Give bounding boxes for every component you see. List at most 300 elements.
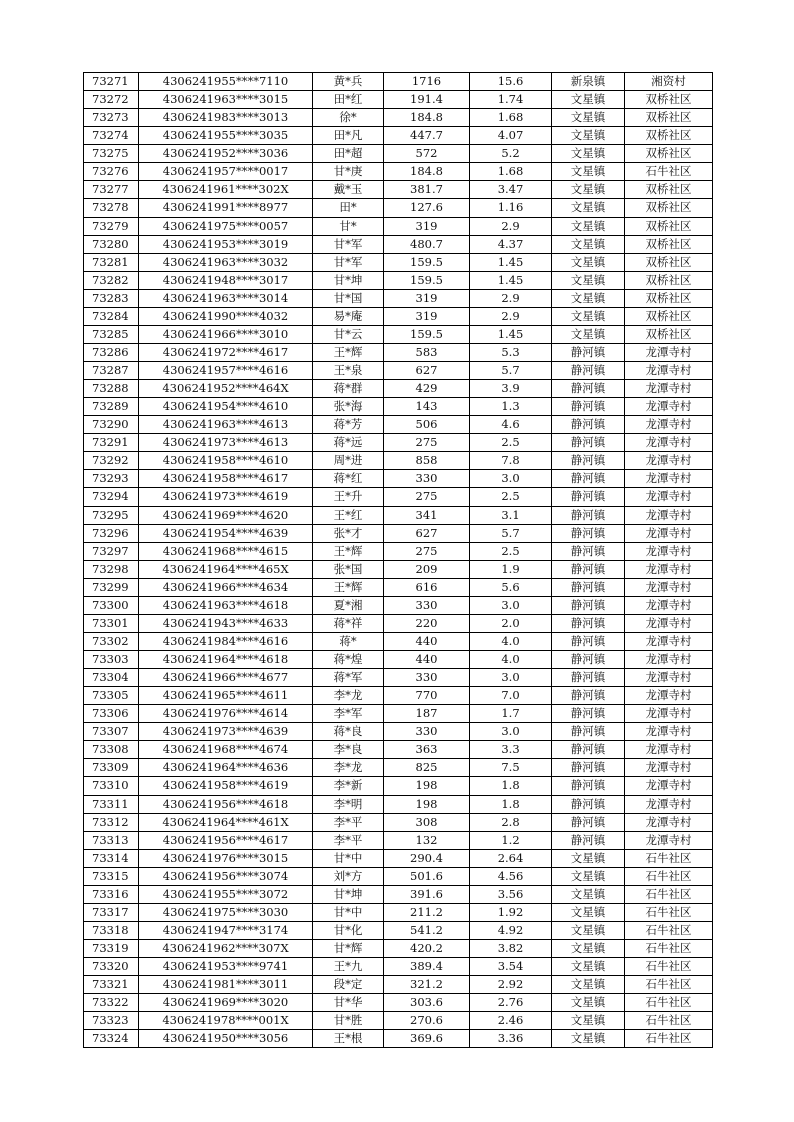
id-number-cell: 4306241955****7110 (139, 73, 313, 91)
value-cell: 7.5 (470, 759, 552, 777)
town-cell: 文星镇 (552, 181, 625, 199)
town-cell: 文星镇 (552, 109, 625, 127)
amount-cell: 627 (384, 524, 470, 542)
town-cell: 文星镇 (552, 325, 625, 343)
name-cell: 田*红 (313, 91, 384, 109)
table-row (84, 777, 713, 795)
id-number-cell: 4306241956****4618 (139, 795, 313, 813)
record-id-cell: 73285 (84, 325, 139, 343)
name-cell: 甘*中 (313, 849, 384, 867)
village-cell: 龙潭寺村 (625, 452, 713, 470)
table-row (84, 903, 713, 921)
id-number-cell: 4306241969****4620 (139, 506, 313, 524)
value-cell: 1.74 (470, 91, 552, 109)
record-id-cell: 73319 (84, 940, 139, 958)
village-cell: 龙潭寺村 (625, 669, 713, 687)
town-cell: 静河镇 (552, 362, 625, 380)
town-cell: 静河镇 (552, 596, 625, 614)
amount-cell: 275 (384, 434, 470, 452)
id-number-cell: 4306241976****4614 (139, 705, 313, 723)
value-cell: 3.0 (470, 723, 552, 741)
town-cell: 静河镇 (552, 632, 625, 650)
town-cell: 文星镇 (552, 994, 625, 1012)
name-cell: 王*辉 (313, 542, 384, 560)
id-number-cell: 4306241958****4619 (139, 777, 313, 795)
record-id-cell: 73309 (84, 759, 139, 777)
id-number-cell: 4306241953****3019 (139, 235, 313, 253)
value-cell: 1.3 (470, 398, 552, 416)
town-cell: 静河镇 (552, 795, 625, 813)
village-cell: 龙潭寺村 (625, 705, 713, 723)
value-cell: 2.9 (470, 217, 552, 235)
town-cell: 文星镇 (552, 145, 625, 163)
value-cell: 3.0 (470, 596, 552, 614)
amount-cell: 381.7 (384, 181, 470, 199)
name-cell: 段*定 (313, 976, 384, 994)
value-cell: 4.56 (470, 867, 552, 885)
town-cell: 静河镇 (552, 343, 625, 361)
value-cell: 15.6 (470, 73, 552, 91)
table-row (84, 524, 713, 542)
name-cell: 易*庵 (313, 307, 384, 325)
table-row (84, 163, 713, 181)
village-cell: 龙潭寺村 (625, 741, 713, 759)
amount-cell: 127.6 (384, 199, 470, 217)
record-id-cell: 73272 (84, 91, 139, 109)
amount-cell: 290.4 (384, 849, 470, 867)
record-id-cell: 73304 (84, 669, 139, 687)
id-number-cell: 4306241983****3013 (139, 109, 313, 127)
amount-cell: 198 (384, 777, 470, 795)
amount-cell: 143 (384, 398, 470, 416)
record-id-cell: 73294 (84, 488, 139, 506)
table-row (84, 994, 713, 1012)
name-cell: 王*根 (313, 1030, 384, 1048)
value-cell: 1.7 (470, 705, 552, 723)
name-cell: 甘*辉 (313, 940, 384, 958)
value-cell: 3.9 (470, 380, 552, 398)
village-cell: 双桥社区 (625, 271, 713, 289)
town-cell: 文星镇 (552, 867, 625, 885)
id-number-cell: 4306241955****3035 (139, 127, 313, 145)
name-cell: 王*辉 (313, 343, 384, 361)
id-number-cell: 4306241964****465X (139, 560, 313, 578)
village-cell: 石牛社区 (625, 976, 713, 994)
town-cell: 文星镇 (552, 289, 625, 307)
village-cell: 石牛社区 (625, 1030, 713, 1048)
amount-cell: 770 (384, 687, 470, 705)
table-row (84, 669, 713, 687)
record-id-cell: 73289 (84, 398, 139, 416)
town-cell: 文星镇 (552, 127, 625, 145)
table-row (84, 271, 713, 289)
id-number-cell: 4306241969****3020 (139, 994, 313, 1012)
value-cell: 1.45 (470, 271, 552, 289)
id-number-cell: 4306241965****4611 (139, 687, 313, 705)
village-cell: 龙潭寺村 (625, 795, 713, 813)
value-cell: 2.64 (470, 849, 552, 867)
value-cell: 5.7 (470, 524, 552, 542)
value-cell: 1.92 (470, 903, 552, 921)
name-cell: 甘*坤 (313, 885, 384, 903)
value-cell: 3.0 (470, 669, 552, 687)
table-row (84, 434, 713, 452)
village-cell: 石牛社区 (625, 867, 713, 885)
table-row (84, 542, 713, 560)
table-row (84, 289, 713, 307)
town-cell: 静河镇 (552, 560, 625, 578)
table-row (84, 217, 713, 235)
village-cell: 龙潭寺村 (625, 380, 713, 398)
record-id-cell: 73278 (84, 199, 139, 217)
table-row (84, 741, 713, 759)
record-id-cell: 73286 (84, 343, 139, 361)
table-row (84, 145, 713, 163)
village-cell: 双桥社区 (625, 91, 713, 109)
record-id-cell: 73322 (84, 994, 139, 1012)
table-row (84, 109, 713, 127)
village-cell: 龙潭寺村 (625, 488, 713, 506)
record-id-cell: 73296 (84, 524, 139, 542)
amount-cell: 330 (384, 596, 470, 614)
village-cell: 龙潭寺村 (625, 723, 713, 741)
name-cell: 王*九 (313, 958, 384, 976)
record-id-cell: 73295 (84, 506, 139, 524)
record-id-cell: 73277 (84, 181, 139, 199)
value-cell: 2.5 (470, 488, 552, 506)
record-id-cell: 73274 (84, 127, 139, 145)
name-cell: 田*凡 (313, 127, 384, 145)
id-number-cell: 4306241990****4032 (139, 307, 313, 325)
table-row (84, 958, 713, 976)
town-cell: 文星镇 (552, 199, 625, 217)
name-cell: 蒋*祥 (313, 614, 384, 632)
town-cell: 静河镇 (552, 723, 625, 741)
table-row (84, 307, 713, 325)
amount-cell: 447.7 (384, 127, 470, 145)
id-number-cell: 4306241958****4610 (139, 452, 313, 470)
amount-cell: 132 (384, 831, 470, 849)
village-cell: 龙潭寺村 (625, 777, 713, 795)
village-cell: 龙潭寺村 (625, 560, 713, 578)
name-cell: 甘*庚 (313, 163, 384, 181)
name-cell: 蒋*军 (313, 669, 384, 687)
record-id-cell: 73284 (84, 307, 139, 325)
table-row (84, 885, 713, 903)
town-cell: 静河镇 (552, 524, 625, 542)
village-cell: 双桥社区 (625, 199, 713, 217)
record-id-cell: 73313 (84, 831, 139, 849)
value-cell: 3.54 (470, 958, 552, 976)
amount-cell: 184.8 (384, 163, 470, 181)
value-cell: 4.0 (470, 651, 552, 669)
id-number-cell: 4306241976****3015 (139, 849, 313, 867)
name-cell: 蒋*群 (313, 380, 384, 398)
town-cell: 静河镇 (552, 831, 625, 849)
id-number-cell: 4306241943****4633 (139, 614, 313, 632)
town-cell: 文星镇 (552, 940, 625, 958)
village-cell: 双桥社区 (625, 307, 713, 325)
name-cell: 田* (313, 199, 384, 217)
table-row (84, 235, 713, 253)
id-number-cell: 4306241984****4616 (139, 632, 313, 650)
village-cell: 龙潭寺村 (625, 632, 713, 650)
village-cell: 龙潭寺村 (625, 651, 713, 669)
name-cell: 戴*玉 (313, 181, 384, 199)
value-cell: 1.45 (470, 253, 552, 271)
name-cell: 蒋*煌 (313, 651, 384, 669)
id-number-cell: 4306241973****4639 (139, 723, 313, 741)
name-cell: 周*进 (313, 452, 384, 470)
amount-cell: 389.4 (384, 958, 470, 976)
name-cell: 蒋*红 (313, 470, 384, 488)
town-cell: 静河镇 (552, 506, 625, 524)
records-table (83, 72, 713, 1048)
amount-cell: 319 (384, 307, 470, 325)
value-cell: 1.68 (470, 163, 552, 181)
name-cell: 甘*国 (313, 289, 384, 307)
record-id-cell: 73307 (84, 723, 139, 741)
table-row (84, 795, 713, 813)
table-row (84, 940, 713, 958)
value-cell: 7.8 (470, 452, 552, 470)
value-cell: 2.46 (470, 1012, 552, 1030)
amount-cell: 211.2 (384, 903, 470, 921)
id-number-cell: 4306241981****3011 (139, 976, 313, 994)
village-cell: 龙潭寺村 (625, 524, 713, 542)
table-row (84, 343, 713, 361)
town-cell: 文星镇 (552, 903, 625, 921)
value-cell: 2.8 (470, 813, 552, 831)
table-row (84, 867, 713, 885)
town-cell: 文星镇 (552, 253, 625, 271)
record-id-cell: 73318 (84, 921, 139, 939)
town-cell: 文星镇 (552, 885, 625, 903)
town-cell: 静河镇 (552, 452, 625, 470)
name-cell: 甘*胜 (313, 1012, 384, 1030)
table-row (84, 380, 713, 398)
value-cell: 4.37 (470, 235, 552, 253)
name-cell: 王*辉 (313, 578, 384, 596)
record-id-cell: 73288 (84, 380, 139, 398)
village-cell: 双桥社区 (625, 289, 713, 307)
village-cell: 龙潭寺村 (625, 831, 713, 849)
village-cell: 龙潭寺村 (625, 813, 713, 831)
table-row (84, 1030, 713, 1048)
table-row (84, 1012, 713, 1030)
village-cell: 双桥社区 (625, 253, 713, 271)
table-row (84, 578, 713, 596)
table-row (84, 253, 713, 271)
record-id-cell: 73292 (84, 452, 139, 470)
id-number-cell: 4306241952****464X (139, 380, 313, 398)
town-cell: 静河镇 (552, 759, 625, 777)
id-number-cell: 4306241991****8977 (139, 199, 313, 217)
value-cell: 2.5 (470, 434, 552, 452)
name-cell: 蒋*芳 (313, 416, 384, 434)
name-cell: 李*军 (313, 705, 384, 723)
village-cell: 石牛社区 (625, 903, 713, 921)
amount-cell: 275 (384, 488, 470, 506)
id-number-cell: 4306241956****4617 (139, 831, 313, 849)
village-cell: 龙潭寺村 (625, 434, 713, 452)
id-number-cell: 4306241973****4619 (139, 488, 313, 506)
table-row (84, 614, 713, 632)
amount-cell: 825 (384, 759, 470, 777)
table-row (84, 831, 713, 849)
id-number-cell: 4306241972****4617 (139, 343, 313, 361)
village-cell: 龙潭寺村 (625, 759, 713, 777)
name-cell: 蒋* (313, 632, 384, 650)
town-cell: 文星镇 (552, 217, 625, 235)
amount-cell: 159.5 (384, 325, 470, 343)
village-cell: 龙潭寺村 (625, 596, 713, 614)
amount-cell: 583 (384, 343, 470, 361)
town-cell: 静河镇 (552, 542, 625, 560)
id-number-cell: 4306241948****3017 (139, 271, 313, 289)
table-row (84, 181, 713, 199)
value-cell: 3.1 (470, 506, 552, 524)
table-row (84, 91, 713, 109)
record-id-cell: 73315 (84, 867, 139, 885)
id-number-cell: 4306241958****4617 (139, 470, 313, 488)
town-cell: 文星镇 (552, 271, 625, 289)
amount-cell: 541.2 (384, 921, 470, 939)
amount-cell: 275 (384, 542, 470, 560)
amount-cell: 363 (384, 741, 470, 759)
value-cell: 1.45 (470, 325, 552, 343)
town-cell: 静河镇 (552, 813, 625, 831)
village-cell: 龙潭寺村 (625, 542, 713, 560)
name-cell: 王*升 (313, 488, 384, 506)
town-cell: 静河镇 (552, 470, 625, 488)
value-cell: 4.07 (470, 127, 552, 145)
value-cell: 5.3 (470, 343, 552, 361)
id-number-cell: 4306241955****3072 (139, 885, 313, 903)
id-number-cell: 4306241973****4613 (139, 434, 313, 452)
value-cell: 3.36 (470, 1030, 552, 1048)
record-id-cell: 73320 (84, 958, 139, 976)
value-cell: 2.9 (470, 307, 552, 325)
id-number-cell: 4306241963****3032 (139, 253, 313, 271)
village-cell: 双桥社区 (625, 145, 713, 163)
table-row (84, 452, 713, 470)
name-cell: 李*龙 (313, 759, 384, 777)
amount-cell: 506 (384, 416, 470, 434)
town-cell: 静河镇 (552, 687, 625, 705)
village-cell: 石牛社区 (625, 958, 713, 976)
amount-cell: 369.6 (384, 1030, 470, 1048)
town-cell: 静河镇 (552, 416, 625, 434)
id-number-cell: 4306241964****461X (139, 813, 313, 831)
record-id-cell: 73301 (84, 614, 139, 632)
id-number-cell: 4306241968****4674 (139, 741, 313, 759)
value-cell: 5.2 (470, 145, 552, 163)
amount-cell: 308 (384, 813, 470, 831)
value-cell: 2.0 (470, 614, 552, 632)
name-cell: 黄*兵 (313, 73, 384, 91)
id-number-cell: 4306241954****4610 (139, 398, 313, 416)
value-cell: 1.9 (470, 560, 552, 578)
value-cell: 1.8 (470, 795, 552, 813)
amount-cell: 209 (384, 560, 470, 578)
value-cell: 1.2 (470, 831, 552, 849)
amount-cell: 330 (384, 669, 470, 687)
amount-cell: 198 (384, 795, 470, 813)
table-row (84, 759, 713, 777)
amount-cell: 191.4 (384, 91, 470, 109)
amount-cell: 627 (384, 362, 470, 380)
amount-cell: 330 (384, 470, 470, 488)
table-row (84, 506, 713, 524)
village-cell: 石牛社区 (625, 885, 713, 903)
village-cell: 龙潭寺村 (625, 416, 713, 434)
village-cell: 石牛社区 (625, 163, 713, 181)
name-cell: 田*超 (313, 145, 384, 163)
name-cell: 甘*军 (313, 235, 384, 253)
table-row (84, 362, 713, 380)
table-row (84, 596, 713, 614)
amount-cell: 319 (384, 289, 470, 307)
value-cell: 5.7 (470, 362, 552, 380)
name-cell: 刘*方 (313, 867, 384, 885)
name-cell: 王*泉 (313, 362, 384, 380)
amount-cell: 429 (384, 380, 470, 398)
record-id-cell: 73306 (84, 705, 139, 723)
village-cell: 双桥社区 (625, 235, 713, 253)
amount-cell: 270.6 (384, 1012, 470, 1030)
record-id-cell: 73317 (84, 903, 139, 921)
name-cell: 李*平 (313, 831, 384, 849)
record-id-cell: 73310 (84, 777, 139, 795)
record-id-cell: 73280 (84, 235, 139, 253)
record-id-cell: 73279 (84, 217, 139, 235)
village-cell: 双桥社区 (625, 127, 713, 145)
id-number-cell: 4306241952****3036 (139, 145, 313, 163)
town-cell: 文星镇 (552, 849, 625, 867)
record-id-cell: 73273 (84, 109, 139, 127)
id-number-cell: 4306241957****0017 (139, 163, 313, 181)
table-row (84, 416, 713, 434)
id-number-cell: 4306241953****9741 (139, 958, 313, 976)
value-cell: 4.0 (470, 632, 552, 650)
record-id-cell: 73287 (84, 362, 139, 380)
id-number-cell: 4306241963****4613 (139, 416, 313, 434)
record-id-cell: 73316 (84, 885, 139, 903)
name-cell: 甘*华 (313, 994, 384, 1012)
name-cell: 甘*坤 (313, 271, 384, 289)
town-cell: 静河镇 (552, 434, 625, 452)
record-id-cell: 73300 (84, 596, 139, 614)
id-number-cell: 4306241975****0057 (139, 217, 313, 235)
town-cell: 静河镇 (552, 614, 625, 632)
name-cell: 夏*湘 (313, 596, 384, 614)
record-id-cell: 73302 (84, 632, 139, 650)
village-cell: 石牛社区 (625, 849, 713, 867)
name-cell: 李*龙 (313, 687, 384, 705)
id-number-cell: 4306241956****3074 (139, 867, 313, 885)
table-row (84, 687, 713, 705)
id-number-cell: 4306241962****307X (139, 940, 313, 958)
town-cell: 静河镇 (552, 777, 625, 795)
id-number-cell: 4306241964****4636 (139, 759, 313, 777)
name-cell: 李*平 (313, 813, 384, 831)
village-cell: 石牛社区 (625, 921, 713, 939)
id-number-cell: 4306241963****3015 (139, 91, 313, 109)
record-id-cell: 73282 (84, 271, 139, 289)
name-cell: 徐* (313, 109, 384, 127)
record-id-cell: 73290 (84, 416, 139, 434)
